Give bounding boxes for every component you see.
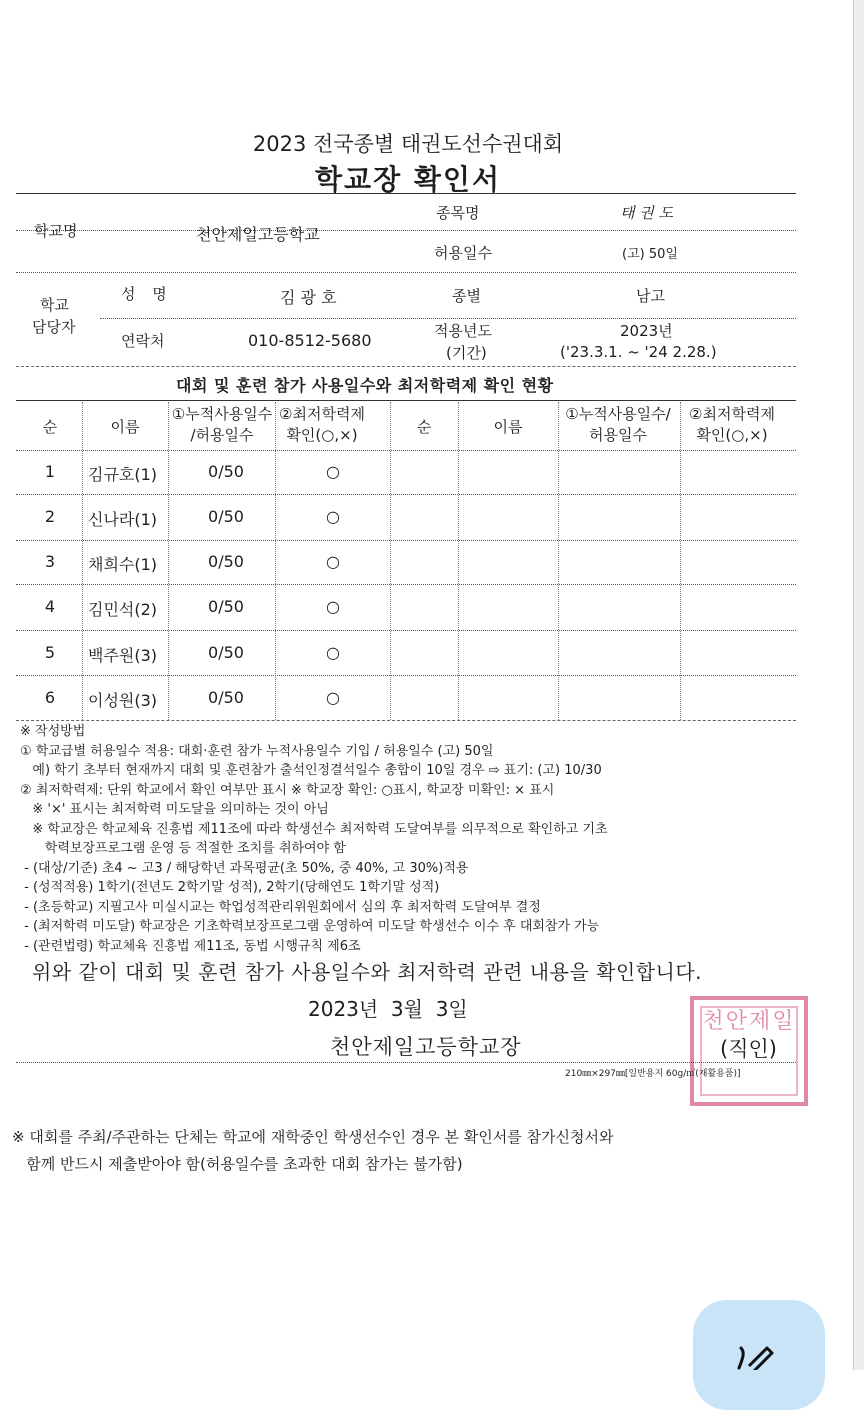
- row-athlete-name: 백주원(3): [88, 646, 158, 665]
- note-line: - (대상/기준) 초4 ~ 고3 / 해당학년 과목평균(초 50%, 중 40%, 고 30%)적용: [20, 860, 469, 876]
- period-range: ('23.3.1. ~ '24 2.28.): [560, 343, 717, 361]
- note-line: - (초등학교) 지필고사 미실시교는 학업성적관리위원회에서 심의 후 최저학력 도달여부 결정: [20, 899, 541, 915]
- manager-name: 김 광 호: [280, 288, 337, 307]
- sport-label: 종목명: [436, 204, 480, 222]
- note-line: ① 학교급별 허용일수 적용: 대회·훈련 참가 누적사용일수 기입 / 허용일수 (고) 50일: [20, 743, 494, 759]
- row-athlete-name: 채희수(1): [88, 555, 158, 574]
- school-name-label: 학교명: [34, 222, 78, 240]
- row-used-days: 0/50: [208, 597, 244, 616]
- school-name: 천안제일고등학교: [196, 225, 320, 244]
- issue-date: 2023년 3월 3일: [308, 997, 468, 1021]
- note-line: ※ 학교장은 학교체육 진흥법 제11조에 따라 학생선수 최저학력 도달여부를 의무적으로 확인하고 기초: [20, 821, 608, 837]
- row-athlete-name: 신나라(1): [88, 510, 158, 529]
- header-used-days-right: [565, 404, 670, 446]
- event-title: 2023 전국종별 태권도선수권대회: [252, 132, 564, 156]
- info-rule-1: [16, 230, 796, 231]
- category-label: 종별: [452, 287, 481, 305]
- pencil-icon[interactable]: [737, 1340, 777, 1370]
- header-used-days-line2: /허용일수: [190, 426, 254, 444]
- header-min-grade-right-line2: 확인(○,×): [696, 426, 768, 444]
- name-label: 성 명: [121, 285, 173, 303]
- header-order: 순: [42, 418, 58, 436]
- period-year: 2023년: [620, 322, 673, 340]
- header-used-days: [172, 404, 272, 446]
- row-rule: [16, 540, 796, 541]
- row-grade-check: ○: [326, 688, 340, 707]
- row-grade-check: ○: [326, 552, 340, 571]
- contact-value: 010-8512-5680: [248, 331, 372, 350]
- principal-name: 천안제일고등학교장: [330, 1035, 522, 1059]
- contact-label: 연락처: [121, 332, 165, 350]
- seal-text: 천안제일: [702, 1009, 796, 1034]
- row-athlete-name: 김규호(1): [88, 465, 158, 484]
- row-rule: [16, 675, 796, 676]
- header-used-days-line1: ①누적사용일수: [171, 405, 273, 423]
- paper-spec-note: 210㎜×297㎜[일반용지 60g/㎡(재활용품)]: [565, 1069, 741, 1079]
- submission-notice-line1: ※ 대회를 주최/주관하는 단체는 학교에 재학중인 학생선수인 경우 본 확인서를 참가신청서와: [12, 1128, 614, 1146]
- note-line: ※ '×' 표시는 최저학력 미도달을 의미하는 것이 아님: [20, 802, 329, 817]
- status-section-title: 대회 및 훈련 참가 사용일수와 최저학력제 확인 현황: [176, 376, 554, 395]
- info-rule-4: [16, 366, 796, 367]
- row-number: 1: [44, 462, 56, 481]
- header-used-days-right-line1: ①누적사용일수/: [565, 405, 671, 423]
- info-rule-3: [100, 318, 796, 319]
- header-min-grade-line2: 확인(○,×): [286, 426, 358, 444]
- period-label-line1: 적용년도: [434, 322, 492, 340]
- note-line: - (관련법령) 학교체육 진흥법 제11조, 동법 시행규칙 제6조: [20, 938, 361, 954]
- row-athlete-name: 이성원(3): [88, 691, 158, 710]
- category-value: 남고: [636, 287, 665, 305]
- row-used-days: 0/50: [208, 643, 244, 662]
- note-line: 예) 학기 초부터 현재까지 대회 및 훈련참가 출석인정결석일수 총합이 10일 경우 ⇨ 표기: (고) 10/30: [20, 763, 602, 778]
- row-number: 4: [44, 597, 56, 616]
- row-grade-check: ○: [326, 462, 340, 481]
- row-rule: [16, 494, 796, 495]
- row-athlete-name: 김민석(2): [88, 600, 158, 619]
- header-name-right: 이름: [493, 418, 523, 436]
- header-min-grade-right-line1: ②최저학력제: [689, 405, 775, 423]
- page-edge: [853, 0, 864, 1370]
- signature-rule: [16, 1062, 796, 1063]
- row-number: 2: [44, 507, 56, 526]
- status-table-bottom-rule: [16, 720, 796, 721]
- info-rule-2: [16, 272, 796, 273]
- submission-notice-line2: 함께 반드시 제출받아야 함(허용일수를 초과한 대회 참가는 불가함): [12, 1155, 463, 1173]
- note-line: ※ 작성방법: [20, 724, 86, 739]
- header-order-right: 순: [416, 418, 432, 436]
- row-used-days: 0/50: [208, 552, 244, 571]
- row-number: 3: [44, 552, 56, 571]
- submission-notice: [12, 1124, 613, 1178]
- document-title: 학교장 확인서: [314, 163, 502, 196]
- row-number: 5: [44, 643, 56, 662]
- row-number: 6: [44, 688, 56, 707]
- allowed-days-label: 허용일수: [434, 244, 492, 262]
- header-used-days-right-line2: 허용일수: [589, 426, 647, 444]
- header-name: 이름: [110, 418, 140, 436]
- row-rule: [16, 584, 796, 585]
- header-min-grade: [279, 404, 365, 446]
- row-grade-check: ○: [326, 507, 340, 526]
- row-grade-check: ○: [326, 597, 340, 616]
- info-table-top-rule: [16, 193, 796, 194]
- status-table-top-rule: [16, 400, 796, 401]
- row-used-days: 0/50: [208, 462, 244, 481]
- manager-label-line2: 담당자: [32, 318, 76, 336]
- row-grade-check: ○: [326, 643, 340, 662]
- row-used-days: 0/50: [208, 507, 244, 526]
- period-label-line2: (기간): [446, 344, 487, 362]
- allowed-days-value: (고) 50일: [622, 247, 678, 262]
- seal-label: (직인): [720, 1037, 777, 1061]
- row-used-days: 0/50: [208, 688, 244, 707]
- confirmation-statement: 위와 같이 대회 및 훈련 참가 사용일수와 최저학력 관련 내용을 확인합니다.: [32, 960, 703, 984]
- sport-value: 태 권 도: [620, 204, 674, 222]
- note-line: - (최저학력 미도달) 학교장은 기초학력보장프로그램 운영하여 미도달 학생선수 이수 후 대회참가 가능: [20, 919, 600, 934]
- note-line: - (성적적용) 1학기(전년도 2학기말 성적), 2학기(당해연도 1학기말 성적): [20, 880, 440, 895]
- note-line: 학력보장프로그램 운영 등 적절한 조치를 취하여야 함: [20, 841, 346, 856]
- header-min-grade-right: [689, 404, 775, 446]
- writing-instructions: [20, 722, 608, 956]
- header-min-grade-line1: ②최저학력제: [279, 405, 365, 423]
- header-bottom-rule: [16, 450, 796, 451]
- note-line: ② 최저학력제: 단위 학교에서 확인 여부만 표시 ※ 학교장 확인: ○표시, 학교장 미확인: × 표시: [20, 782, 555, 798]
- manager-label-line1: 학교: [40, 296, 69, 314]
- row-rule: [16, 630, 796, 631]
